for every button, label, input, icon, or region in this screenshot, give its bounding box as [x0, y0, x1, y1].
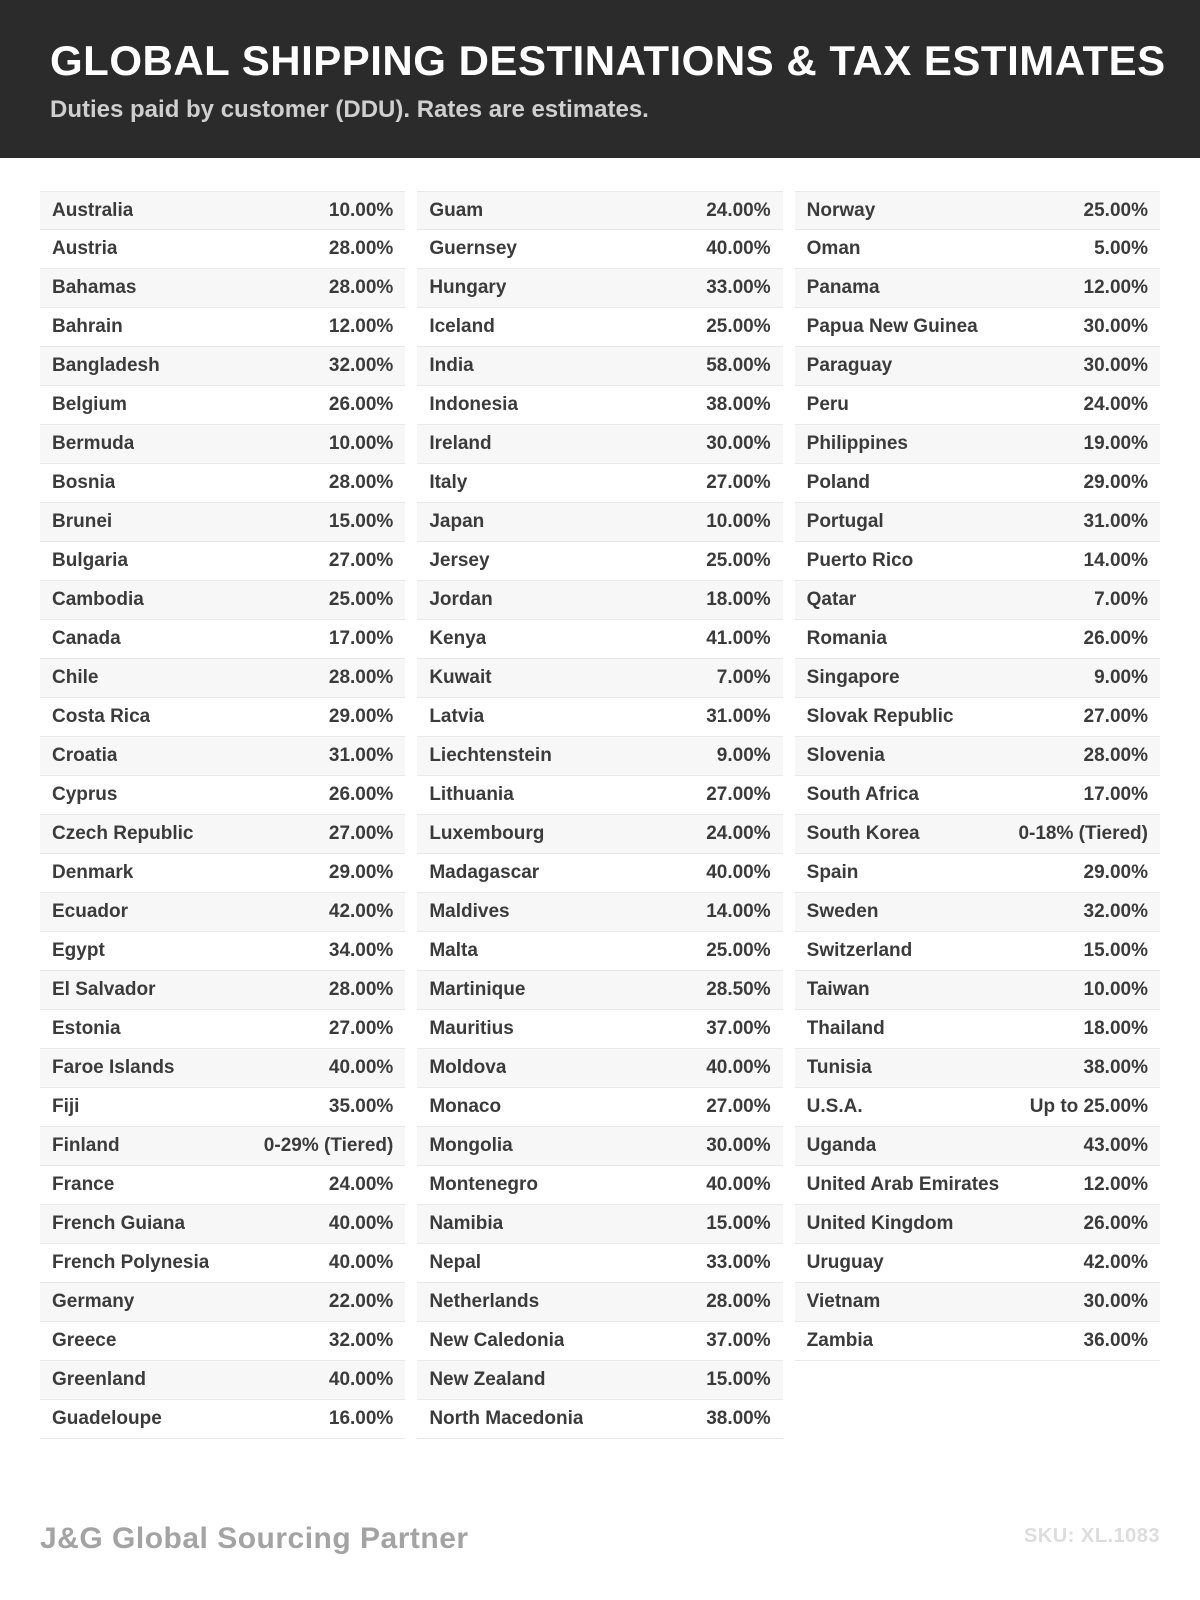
table-row — [417, 581, 782, 620]
table-row — [417, 347, 782, 386]
country-name: Romania — [806, 628, 887, 650]
table-row — [40, 1205, 405, 1244]
page-header — [0, 0, 1200, 158]
table-row — [795, 1322, 1160, 1361]
table-row — [417, 854, 782, 893]
tax-rate: 24.00% — [706, 199, 771, 221]
table-row — [40, 737, 405, 776]
country-name: Nepal — [429, 1252, 482, 1274]
table-row — [795, 620, 1160, 659]
tax-rate: 25.00% — [1083, 199, 1148, 221]
table-row — [417, 464, 782, 503]
page-subtitle: Duties paid by customer (DDU). Rates are estimates. — [50, 96, 649, 124]
table-row — [795, 191, 1160, 230]
tax-rate: 58.00% — [706, 355, 771, 377]
country-name: Oman — [806, 238, 861, 260]
country-name: Ecuador — [52, 901, 129, 923]
table-row — [417, 1244, 782, 1283]
country-name: Papua New Guinea — [806, 316, 978, 338]
country-name: Kuwait — [429, 667, 492, 689]
tax-rate: 19.00% — [1083, 433, 1148, 455]
table-row — [795, 1283, 1160, 1322]
table-row — [40, 854, 405, 893]
table-row — [417, 1088, 782, 1127]
tax-rate: 40.00% — [328, 1213, 394, 1235]
tax-rate: 26.00% — [328, 784, 394, 806]
rates-column-3 — [795, 191, 1160, 1439]
tax-rate: 28.00% — [328, 277, 394, 299]
table-row — [795, 386, 1160, 425]
table-row — [40, 1244, 405, 1283]
tax-rate: 10.00% — [706, 511, 771, 533]
tax-rate: 38.00% — [1083, 1057, 1148, 1079]
table-row — [417, 659, 782, 698]
tax-rate: 43.00% — [1083, 1135, 1148, 1157]
table-row — [417, 1127, 782, 1166]
tax-rate: 34.00% — [328, 940, 394, 962]
table-row — [795, 581, 1160, 620]
tax-rate: 17.00% — [1083, 784, 1148, 806]
table-row — [40, 1283, 405, 1322]
tax-rate: 27.00% — [328, 1018, 394, 1040]
tax-rate: 31.00% — [328, 745, 394, 767]
tax-rate: 30.00% — [1083, 355, 1148, 377]
table-row — [795, 347, 1160, 386]
country-name: Ireland — [429, 433, 492, 455]
table-row — [40, 620, 405, 659]
country-name: North Macedonia — [429, 1408, 584, 1430]
tax-rate: 24.00% — [328, 1174, 394, 1196]
country-name: Czech Republic — [52, 823, 194, 845]
table-row — [40, 932, 405, 971]
tax-rate: 27.00% — [328, 550, 394, 572]
table-row — [795, 308, 1160, 347]
tax-rate: 37.00% — [706, 1018, 771, 1040]
country-name: Madagascar — [429, 862, 540, 884]
table-row — [417, 932, 782, 971]
country-name: Namibia — [429, 1213, 504, 1235]
country-name: New Caledonia — [429, 1330, 565, 1352]
table-row — [417, 1283, 782, 1322]
table-row — [40, 1088, 405, 1127]
tax-rate: 24.00% — [1083, 394, 1148, 416]
tax-rate: 10.00% — [328, 433, 394, 455]
country-name: Moldova — [429, 1057, 507, 1079]
page-title: GLOBAL SHIPPING DESTINATIONS & TAX ESTIMATES — [50, 37, 1166, 84]
country-name: Finland — [52, 1135, 120, 1157]
country-name: Bermuda — [52, 433, 135, 455]
country-name: Slovenia — [806, 745, 885, 767]
table-row — [40, 1361, 405, 1400]
rates-column-2 — [417, 191, 782, 1439]
country-name: Faroe Islands — [52, 1057, 175, 1079]
table-row — [40, 1049, 405, 1088]
table-row — [40, 776, 405, 815]
table-row — [417, 503, 782, 542]
country-name: Luxembourg — [429, 823, 545, 845]
tax-rate: 32.00% — [1083, 901, 1148, 923]
country-name: Cyprus — [52, 784, 118, 806]
country-name: Bahrain — [52, 316, 123, 338]
country-name: Thailand — [806, 1018, 885, 1040]
tax-rate: 33.00% — [706, 277, 771, 299]
country-name: Zambia — [806, 1330, 874, 1352]
country-name: Japan — [429, 511, 485, 533]
tax-rate: 14.00% — [1083, 550, 1148, 572]
country-name: Uruguay — [806, 1252, 884, 1274]
tax-rate: 30.00% — [706, 1135, 771, 1157]
country-name: Latvia — [429, 706, 485, 728]
tax-rate: 15.00% — [1083, 940, 1148, 962]
tax-rate: 24.00% — [706, 823, 771, 845]
country-name: Maldives — [429, 901, 510, 923]
tax-rate: 25.00% — [706, 940, 771, 962]
sku-label: SKU: XL.1083 — [1023, 1525, 1160, 1547]
tax-rate: 7.00% — [716, 667, 771, 689]
tax-rate: 27.00% — [1083, 706, 1148, 728]
table-row — [795, 1010, 1160, 1049]
country-name: United Kingdom — [806, 1213, 954, 1235]
tax-rate: 12.00% — [1083, 1174, 1148, 1196]
table-row — [417, 776, 782, 815]
table-row — [795, 971, 1160, 1010]
tax-rate: 0-18% (Tiered) — [1018, 823, 1148, 845]
table-row — [795, 1166, 1160, 1205]
tax-rate: 31.00% — [706, 706, 771, 728]
tax-rate: 38.00% — [706, 394, 771, 416]
tax-rate: 41.00% — [706, 628, 771, 650]
country-name: Mauritius — [429, 1018, 514, 1040]
table-row — [795, 1205, 1160, 1244]
tax-rate: 32.00% — [328, 355, 394, 377]
tax-rate: 18.00% — [706, 589, 771, 611]
country-name: Martinique — [429, 979, 526, 1001]
country-name: Singapore — [806, 667, 900, 689]
tax-rate: 26.00% — [328, 394, 394, 416]
table-row — [40, 230, 405, 269]
country-name: Indonesia — [429, 394, 519, 416]
table-row — [795, 698, 1160, 737]
country-name: Greece — [52, 1330, 117, 1352]
country-name: Poland — [806, 472, 870, 494]
country-name: French Guiana — [52, 1213, 186, 1235]
table-row — [795, 815, 1160, 854]
table-row — [417, 191, 782, 230]
table-row — [417, 386, 782, 425]
table-row — [417, 542, 782, 581]
table-row — [795, 269, 1160, 308]
tax-rate: 30.00% — [1083, 316, 1148, 338]
tax-rate: 42.00% — [1083, 1252, 1148, 1274]
country-name: Philippines — [806, 433, 909, 455]
country-name: Brunei — [52, 511, 113, 533]
table-row — [417, 1400, 782, 1439]
table-row — [795, 464, 1160, 503]
tax-rate: 42.00% — [328, 901, 394, 923]
tax-rate: 40.00% — [328, 1057, 394, 1079]
country-name: South Africa — [806, 784, 919, 806]
tax-rate: 0-29% (Tiered) — [263, 1135, 394, 1157]
tax-rate: 30.00% — [706, 433, 771, 455]
table-row — [40, 308, 405, 347]
tax-rate: 30.00% — [1083, 1291, 1148, 1313]
table-row — [417, 698, 782, 737]
tax-rate: 33.00% — [706, 1252, 771, 1274]
country-name: Kenya — [429, 628, 487, 650]
tax-rate: 26.00% — [1083, 628, 1148, 650]
country-name: Bosnia — [52, 472, 116, 494]
country-name: Monaco — [429, 1096, 502, 1118]
country-name: Bangladesh — [52, 355, 160, 377]
country-name: Croatia — [52, 745, 118, 767]
table-row — [417, 230, 782, 269]
tax-rate: Up to 25.00% — [1029, 1096, 1148, 1118]
table-row — [417, 971, 782, 1010]
table-row — [40, 1166, 405, 1205]
table-row — [417, 893, 782, 932]
table-row — [795, 230, 1160, 269]
country-name: Qatar — [806, 589, 857, 611]
tax-rate: 29.00% — [328, 862, 394, 884]
table-row — [40, 1400, 405, 1439]
table-row — [417, 425, 782, 464]
tax-rate: 32.00% — [328, 1330, 394, 1352]
country-name: India — [429, 355, 474, 377]
country-name: Switzerland — [806, 940, 913, 962]
tax-rate: 26.00% — [1083, 1213, 1148, 1235]
table-row — [40, 698, 405, 737]
table-row — [40, 347, 405, 386]
country-name: Vietnam — [806, 1291, 881, 1313]
country-name: Norway — [806, 199, 876, 221]
tax-rate: 40.00% — [706, 1174, 771, 1196]
tax-rate: 28.00% — [328, 979, 394, 1001]
tax-rate: 28.00% — [328, 667, 394, 689]
tax-rate: 28.00% — [1083, 745, 1148, 767]
table-row — [795, 1244, 1160, 1283]
country-name: Peru — [806, 394, 849, 416]
tax-rate: 12.00% — [1083, 277, 1148, 299]
table-row — [417, 308, 782, 347]
country-name: Bahamas — [52, 277, 137, 299]
table-row — [40, 425, 405, 464]
country-name: Mongolia — [429, 1135, 513, 1157]
table-row — [795, 425, 1160, 464]
table-row — [40, 386, 405, 425]
country-name: Chile — [52, 667, 99, 689]
tax-rate: 40.00% — [706, 862, 771, 884]
tax-rate: 9.00% — [716, 745, 771, 767]
country-name: U.S.A. — [806, 1096, 863, 1118]
country-name: Taiwan — [806, 979, 870, 1001]
tax-rate: 10.00% — [328, 199, 394, 221]
tax-rate: 35.00% — [328, 1096, 394, 1118]
table-row — [40, 581, 405, 620]
country-name: Cambodia — [52, 589, 144, 611]
country-name: Guernsey — [429, 238, 517, 260]
table-row — [795, 932, 1160, 971]
tax-rate: 29.00% — [1083, 472, 1148, 494]
table-row — [795, 542, 1160, 581]
country-name: Netherlands — [429, 1291, 540, 1313]
tax-rate: 27.00% — [328, 823, 394, 845]
table-row — [795, 893, 1160, 932]
table-row — [417, 1322, 782, 1361]
tax-rate: 5.00% — [1094, 238, 1148, 260]
table-row — [40, 191, 405, 230]
tax-rate: 36.00% — [1083, 1330, 1148, 1352]
table-row — [40, 542, 405, 581]
table-row — [795, 659, 1160, 698]
table-row — [40, 1127, 405, 1166]
country-name: Costa Rica — [52, 706, 151, 728]
country-name: Egypt — [52, 940, 105, 962]
country-name: French Polynesia — [52, 1252, 210, 1274]
table-row — [795, 776, 1160, 815]
country-name: Sweden — [806, 901, 879, 923]
tax-rate: 27.00% — [706, 1096, 771, 1118]
country-name: Guam — [429, 199, 484, 221]
country-name: Spain — [806, 862, 859, 884]
tax-rate: 15.00% — [706, 1369, 771, 1391]
rates-table — [0, 158, 1200, 1439]
country-name: France — [52, 1174, 115, 1196]
country-name: Montenegro — [429, 1174, 539, 1196]
table-row — [795, 1127, 1160, 1166]
tax-rate: 14.00% — [706, 901, 771, 923]
tax-rate: 17.00% — [328, 628, 394, 650]
table-row — [795, 503, 1160, 542]
table-row — [40, 1322, 405, 1361]
table-row — [40, 971, 405, 1010]
table-row — [40, 464, 405, 503]
rates-column-1 — [40, 191, 405, 1439]
tax-rate: 18.00% — [1083, 1018, 1148, 1040]
country-name: Canada — [52, 628, 121, 650]
tax-rate: 37.00% — [706, 1330, 771, 1352]
country-name: Bulgaria — [52, 550, 129, 572]
table-row — [417, 269, 782, 308]
tax-rate: 40.00% — [328, 1252, 394, 1274]
tax-rate: 7.00% — [1094, 589, 1148, 611]
tax-rate: 38.00% — [706, 1408, 771, 1430]
table-row — [795, 737, 1160, 776]
country-name: Guadeloupe — [52, 1408, 162, 1430]
tax-rate: 27.00% — [706, 784, 771, 806]
tax-rate: 15.00% — [706, 1213, 771, 1235]
tax-rate: 22.00% — [328, 1291, 394, 1313]
country-name: Fiji — [52, 1096, 80, 1118]
table-row — [40, 659, 405, 698]
table-row — [795, 854, 1160, 893]
country-name: Jordan — [429, 589, 493, 611]
country-name: Jersey — [429, 550, 490, 572]
tax-rate: 10.00% — [1083, 979, 1148, 1001]
country-name: Germany — [52, 1291, 135, 1313]
tax-rate: 40.00% — [706, 1057, 771, 1079]
table-row — [417, 1361, 782, 1400]
table-row — [417, 737, 782, 776]
country-name: El Salvador — [52, 979, 156, 1001]
table-row — [417, 1205, 782, 1244]
country-name: Hungary — [429, 277, 507, 299]
country-name: United Arab Emirates — [806, 1174, 1000, 1196]
table-row — [40, 815, 405, 854]
table-row — [417, 1049, 782, 1088]
country-name: Greenland — [52, 1369, 146, 1391]
tax-rate: 31.00% — [1083, 511, 1148, 533]
country-name: Austria — [52, 238, 118, 260]
country-name: Lithuania — [429, 784, 514, 806]
country-name: Uganda — [806, 1135, 877, 1157]
country-name: New Zealand — [429, 1369, 546, 1391]
tax-rate: 29.00% — [1083, 862, 1148, 884]
tax-rate: 25.00% — [706, 550, 771, 572]
country-name: Estonia — [52, 1018, 121, 1040]
tax-rate: 16.00% — [328, 1408, 394, 1430]
table-row — [40, 893, 405, 932]
country-name: Paraguay — [806, 355, 893, 377]
tax-rate: 29.00% — [328, 706, 394, 728]
tax-rate: 28.00% — [328, 238, 394, 260]
country-name: Portugal — [806, 511, 884, 533]
tax-rate: 12.00% — [328, 316, 394, 338]
country-name: Belgium — [52, 394, 127, 416]
table-row — [417, 1166, 782, 1205]
country-name: Iceland — [429, 316, 495, 338]
tax-rate: 27.00% — [706, 472, 771, 494]
tax-rate: 15.00% — [328, 511, 394, 533]
country-name: Denmark — [52, 862, 134, 884]
tax-rate: 40.00% — [328, 1369, 394, 1391]
country-name: Puerto Rico — [806, 550, 914, 572]
table-row — [40, 503, 405, 542]
table-row — [417, 620, 782, 659]
country-name: Liechtenstein — [429, 745, 552, 767]
table-row — [417, 1010, 782, 1049]
country-name: Panama — [806, 277, 880, 299]
country-name: Slovak Republic — [806, 706, 954, 728]
table-row — [40, 1010, 405, 1049]
table-row — [795, 1088, 1160, 1127]
table-row — [40, 269, 405, 308]
tax-rate: 28.50% — [706, 979, 771, 1001]
tax-rate: 40.00% — [706, 238, 771, 260]
tax-rate: 25.00% — [706, 316, 771, 338]
country-name: Malta — [429, 940, 478, 962]
tax-rate: 25.00% — [328, 589, 394, 611]
table-row — [417, 815, 782, 854]
country-name: Australia — [52, 199, 134, 221]
country-name: Italy — [429, 472, 468, 494]
tax-rate: 28.00% — [328, 472, 394, 494]
country-name: Tunisia — [806, 1057, 872, 1079]
country-name: South Korea — [806, 823, 920, 845]
table-row — [795, 1049, 1160, 1088]
tax-rate: 28.00% — [706, 1291, 771, 1313]
brand-name: J&G Global Sourcing Partner — [40, 1522, 469, 1555]
tax-rate: 9.00% — [1094, 667, 1148, 689]
